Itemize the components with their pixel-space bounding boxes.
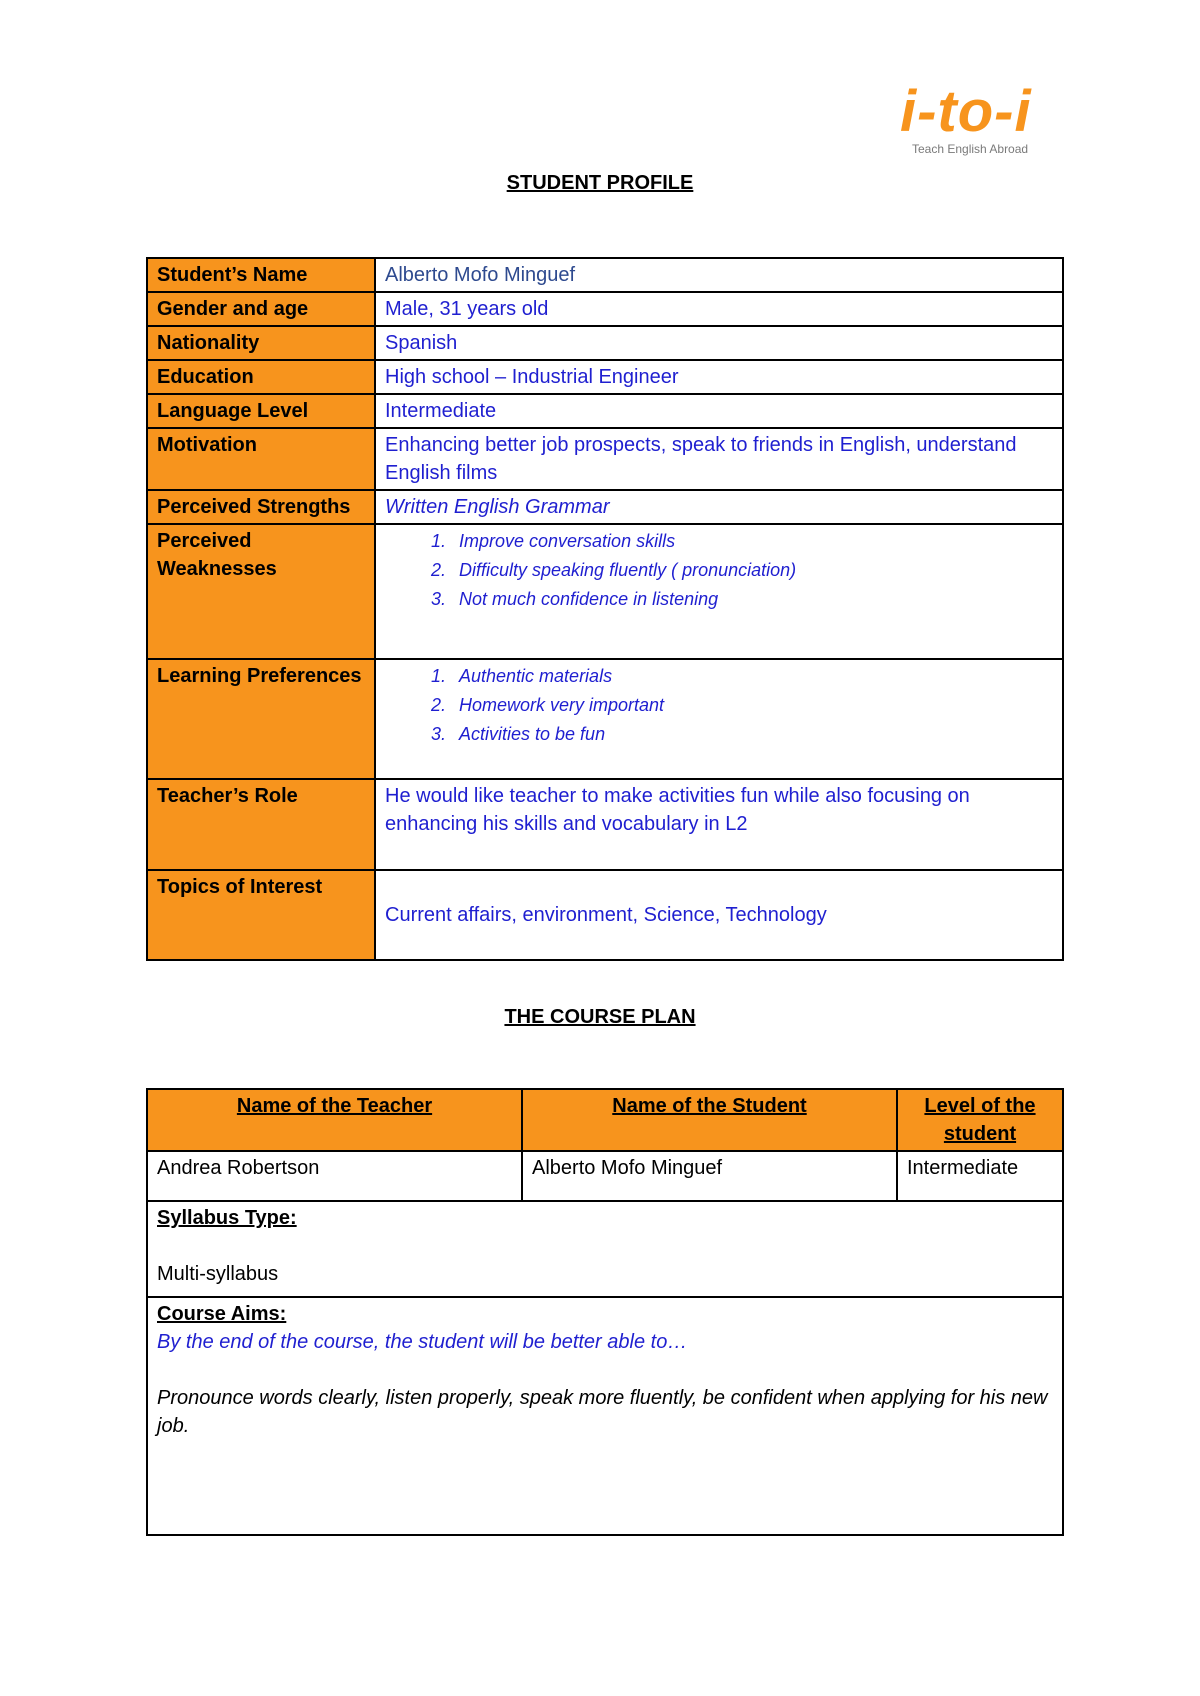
profile-row-weaknesses (147, 524, 1063, 659)
profile-value: Spanish (375, 326, 1063, 360)
syllabus-cell (147, 1201, 1063, 1297)
profile-row-name (147, 258, 1063, 292)
aims-label: Course Aims: (157, 1303, 287, 1325)
aims-intro: By the end of the course, the student will be better able to… (157, 1331, 688, 1353)
syllabus-row (147, 1201, 1063, 1297)
syllabus-value: Multi-syllabus (157, 1263, 279, 1285)
plan-values-row (147, 1151, 1063, 1201)
profile-value (375, 524, 1063, 659)
weaknesses-list (385, 527, 1053, 614)
profile-value: Enhancing better job prospects, speak to friends in English, understand English films (375, 428, 1063, 490)
course-plan-table (146, 1088, 1064, 1536)
i-to-i-logo (900, 79, 1070, 162)
student-profile-title: STUDENT PROFILE (506, 172, 694, 194)
plan-header-row (147, 1089, 1063, 1151)
profile-row-language-level (147, 394, 1063, 428)
aims-cell (147, 1297, 1063, 1535)
profile-label: Nationality (147, 326, 375, 360)
profile-value: Alberto Mofo Minguef (375, 258, 1063, 292)
level-header: Level of the student (897, 1089, 1063, 1151)
profile-value: Written English Grammar (375, 490, 1063, 524)
aims-row (147, 1297, 1063, 1535)
syllabus-label: Syllabus Type: (157, 1207, 297, 1229)
profile-value: Male, 31 years old (375, 292, 1063, 326)
profile-row-topics (147, 870, 1063, 960)
profile-row-education (147, 360, 1063, 394)
list-item: 2. Difficulty speaking fluently ( pronunciation) (451, 556, 1053, 585)
profile-value (375, 659, 1063, 779)
profile-label: Language Level (147, 394, 375, 428)
list-item: 3. Activities to be fun (451, 720, 1053, 749)
profile-label: Student’s Name (147, 258, 375, 292)
profile-row-strengths (147, 490, 1063, 524)
profile-value: Current affairs, environment, Science, Technology (375, 870, 1063, 960)
student-name: Alberto Mofo Minguef (522, 1151, 897, 1201)
profile-row-motivation (147, 428, 1063, 490)
profile-label: Perceived Weaknesses (147, 524, 375, 659)
student-level: Intermediate (897, 1151, 1063, 1201)
profile-row-teachers-role (147, 779, 1063, 870)
profile-label: Education (147, 360, 375, 394)
profile-label: Motivation (147, 428, 375, 490)
profile-label: Gender and age (147, 292, 375, 326)
list-item: 1. Improve conversation skills (451, 527, 1053, 556)
profile-row-nationality (147, 326, 1063, 360)
list-item: 2. Homework very important (451, 691, 1053, 720)
profile-value: High school – Industrial Engineer (375, 360, 1063, 394)
teacher-header: Name of the Teacher (147, 1089, 522, 1151)
profile-label: Learning Preferences (147, 659, 375, 779)
profile-row-gender-age (147, 292, 1063, 326)
teacher-name: Andrea Robertson (147, 1151, 522, 1201)
list-item: 1. Authentic materials (451, 662, 1053, 691)
profile-value: Intermediate (375, 394, 1063, 428)
student-profile-table (146, 257, 1064, 961)
logo-mark: i-to-i (900, 79, 1032, 144)
list-item: 3. Not much confidence in listening (451, 585, 1053, 614)
aims-text: Pronounce words clearly, listen properly, speak more fluently, be confident when applying for his new job. (157, 1387, 1048, 1437)
logo-tagline: Teach English Abroad (912, 142, 1029, 156)
profile-label: Teacher’s Role (147, 779, 375, 870)
profile-label: Perceived Strengths (147, 490, 375, 524)
student-header: Name of the Student (522, 1089, 897, 1151)
profile-row-learning-preferences (147, 659, 1063, 779)
profile-value: He would like teacher to make activities fun while also focusing on enhancing his skills and vocabulary in L2 (375, 779, 1063, 870)
profile-label: Topics of Interest (147, 870, 375, 960)
preferences-list (385, 662, 1053, 749)
course-plan-title: THE COURSE PLAN (504, 1006, 696, 1028)
